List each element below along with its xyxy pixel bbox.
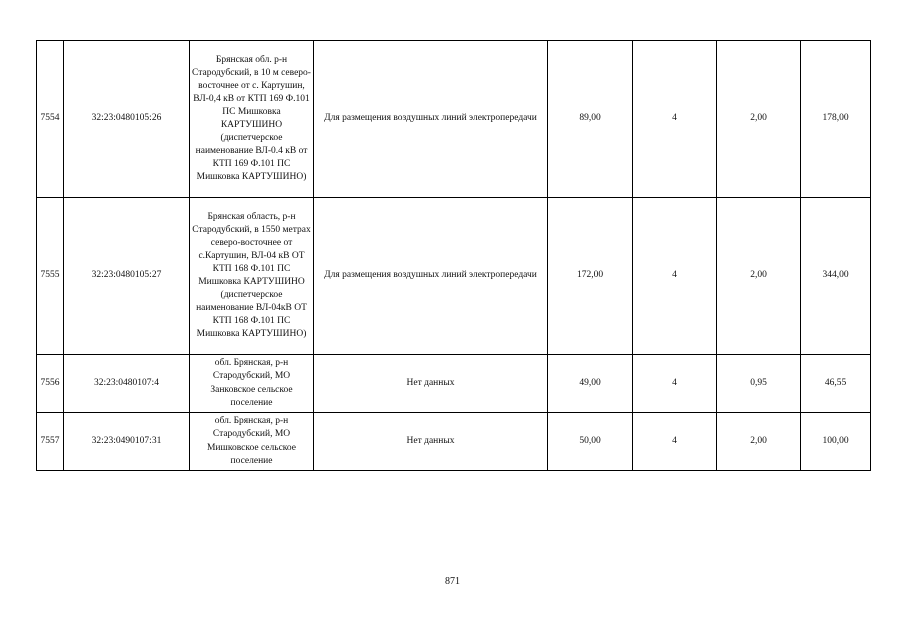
cadastral-number: 32:23:0480105:27 (64, 198, 190, 355)
cadastral-number: 32:23:0480107:4 (64, 355, 190, 413)
page-number: 871 (445, 576, 460, 587)
cadastral-number: 32:23:0480105:26 (64, 41, 190, 198)
plot-sum: 46,55 (801, 355, 871, 413)
plot-coefficient: 2,00 (717, 413, 801, 471)
land-plots-table (36, 40, 871, 471)
plot-area: 89,00 (548, 41, 633, 198)
plot-sum: 178,00 (801, 41, 871, 198)
table-row (37, 413, 871, 471)
plot-address: Брянская область, р-н Стародубский, в 1550 метрах северо-восточнее от с.Картушин, ВЛ-04 кВ ОТ КТП 168 Ф.101 ПС Мишковка КАРТУШИНО (диспетчерское наименование ВЛ-04кВ ОТ КТП 168 Ф.101 ПС Мишковка КАРТУШИНО) (190, 198, 314, 355)
plot-area: 49,00 (548, 355, 633, 413)
row-number: 7556 (37, 355, 64, 413)
plot-category: 4 (633, 198, 717, 355)
table-row (37, 198, 871, 355)
plot-category: 4 (633, 355, 717, 413)
plot-category: 4 (633, 41, 717, 198)
plot-coefficient: 2,00 (717, 41, 801, 198)
row-number: 7554 (37, 41, 64, 198)
plot-address: обл. Брянская, р-н Стародубский, МО Занковское сельское поселение (190, 355, 314, 413)
cadastral-number: 32:23:0490107:31 (64, 413, 190, 471)
table-row (37, 41, 871, 198)
permitted-use: Нет данных (314, 413, 548, 471)
plot-category: 4 (633, 413, 717, 471)
plot-sum: 100,00 (801, 413, 871, 471)
row-number: 7555 (37, 198, 64, 355)
permitted-use: Для размещения воздушных линий электропередачи (314, 41, 548, 198)
plot-area: 50,00 (548, 413, 633, 471)
plot-area: 172,00 (548, 198, 633, 355)
plot-coefficient: 0,95 (717, 355, 801, 413)
plot-sum: 344,00 (801, 198, 871, 355)
row-number: 7557 (37, 413, 64, 471)
plot-address: обл. Брянская, р-н Стародубский, МО Мишковское сельское поселение (190, 413, 314, 471)
table-row (37, 355, 871, 413)
permitted-use: Для размещения воздушных линий электропередачи (314, 198, 548, 355)
plot-coefficient: 2,00 (717, 198, 801, 355)
plot-address: Брянская обл. р-н Стародубский, в 10 м северо-восточнее от с. Картушин, ВЛ-0,4 кВ от КТП 169 Ф.101 ПС Мишковка КАРТУШИНО (диспетчерское наименование ВЛ-0.4 кВ от КТП 169 Ф.101 ПС Мишковка КАРТУШИНО) (190, 41, 314, 198)
permitted-use: Нет данных (314, 355, 548, 413)
